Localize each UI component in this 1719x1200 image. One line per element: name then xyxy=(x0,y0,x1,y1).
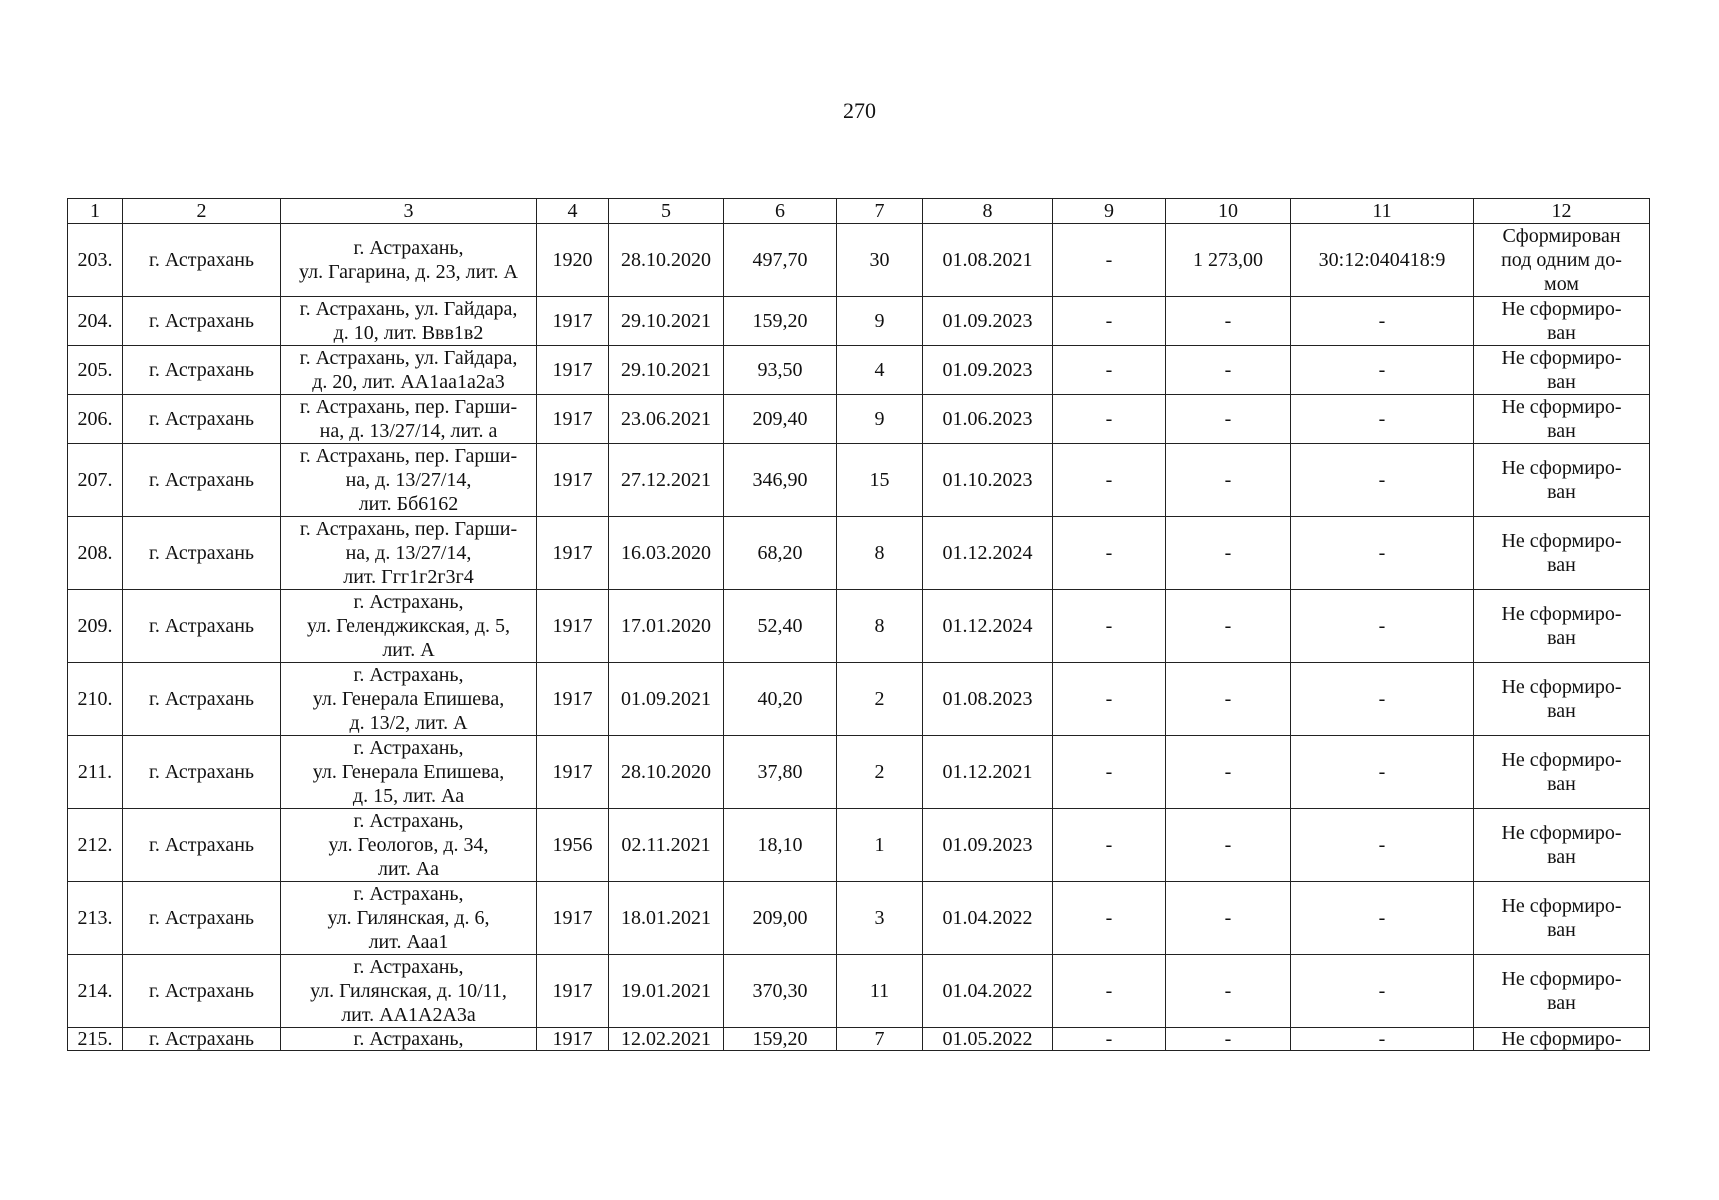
address-line: лит. Аа xyxy=(378,858,439,880)
address-cell xyxy=(281,297,537,346)
recognition-date-cell: 19.01.2021 xyxy=(609,955,724,1028)
cadastral-number-cell: - xyxy=(1291,517,1474,590)
year-cell: 1956 xyxy=(537,809,609,882)
land-area-cell: - xyxy=(1166,1028,1291,1051)
row-number-cell: 210. xyxy=(68,663,123,736)
address-line: г. Астрахань, xyxy=(353,956,464,978)
resettlement-deadline-cell: 01.09.2023 xyxy=(923,809,1053,882)
land-status-line: Не сформиро- xyxy=(1501,603,1622,625)
city-cell: г. Астрахань xyxy=(123,736,281,809)
city-cell: г. Астрахань xyxy=(123,517,281,590)
cadastral-number-cell: - xyxy=(1291,346,1474,395)
recognition-date-cell: 27.12.2021 xyxy=(609,444,724,517)
land-status-line: ван xyxy=(1547,554,1576,576)
city-cell: г. Астрахань xyxy=(123,955,281,1028)
land-status-line: Не сформиро- xyxy=(1501,895,1622,917)
address-line: ул. Геологов, д. 34, xyxy=(328,834,489,856)
table-row xyxy=(68,395,1650,444)
land-status-line: ван xyxy=(1547,322,1576,344)
address-line: д. 13/2, лит. А xyxy=(349,712,468,734)
year-cell: 1917 xyxy=(537,297,609,346)
row-number-cell: 203. xyxy=(68,224,123,297)
land-status-line: Не сформиро- xyxy=(1501,396,1622,418)
address-line: д. 10, лит. Ввв1в2 xyxy=(333,322,484,344)
page-number: 270 xyxy=(843,98,876,123)
row-number-cell: 206. xyxy=(68,395,123,444)
cadastral-number-cell: - xyxy=(1291,1028,1474,1051)
column-number-header: 9 xyxy=(1053,199,1166,224)
area-cell: 497,70 xyxy=(724,224,837,297)
address-line: г. Астрахань, xyxy=(353,883,464,905)
land-status-line: ван xyxy=(1547,992,1576,1014)
column-number-header: 5 xyxy=(609,199,724,224)
address-line: лит. Ааа1 xyxy=(368,931,449,953)
land-area-cell: - xyxy=(1166,517,1291,590)
column-9-cell: - xyxy=(1053,809,1166,882)
land-status-cell xyxy=(1474,736,1650,809)
address-line: на, д. 13/27/14, xyxy=(345,542,472,564)
address-line: лит. АА1А2А3а xyxy=(341,1004,476,1026)
area-cell: 346,90 xyxy=(724,444,837,517)
cadastral-number-cell: - xyxy=(1291,663,1474,736)
residents-cell: 15 xyxy=(837,444,923,517)
table-row xyxy=(68,809,1650,882)
address-cell xyxy=(281,1028,537,1051)
recognition-date-cell: 23.06.2021 xyxy=(609,395,724,444)
area-cell: 159,20 xyxy=(724,1028,837,1051)
address-line: г. Астрахань, xyxy=(353,810,464,832)
address-line: ул. Гагарина, д. 23, лит. А xyxy=(299,261,518,283)
address-line: г. Астрахань, ул. Гайдара, xyxy=(299,347,518,369)
column-9-cell: - xyxy=(1053,224,1166,297)
address-line: г. Астрахань, xyxy=(353,664,464,686)
resettlement-deadline-cell: 01.08.2021 xyxy=(923,224,1053,297)
city-cell: г. Астрахань xyxy=(123,395,281,444)
land-status-line: Не сформиро- xyxy=(1501,347,1622,369)
column-9-cell: - xyxy=(1053,882,1166,955)
land-status-cell xyxy=(1474,517,1650,590)
land-status-line: ван xyxy=(1547,919,1576,941)
resettlement-deadline-cell: 01.12.2024 xyxy=(923,517,1053,590)
land-status-line: Не сформиро- xyxy=(1501,749,1622,771)
address-cell xyxy=(281,395,537,444)
land-status-line: ван xyxy=(1547,773,1576,795)
recognition-date-cell: 16.03.2020 xyxy=(609,517,724,590)
address-line: г. Астрахань, ул. Гайдара, xyxy=(299,298,518,320)
city-cell: г. Астрахань xyxy=(123,590,281,663)
land-status-cell xyxy=(1474,395,1650,444)
address-cell xyxy=(281,809,537,882)
year-cell: 1917 xyxy=(537,882,609,955)
resettlement-deadline-cell: 01.05.2022 xyxy=(923,1028,1053,1051)
year-cell: 1917 xyxy=(537,955,609,1028)
city-cell: г. Астрахань xyxy=(123,882,281,955)
land-area-cell: - xyxy=(1166,736,1291,809)
row-number-cell: 211. xyxy=(68,736,123,809)
column-9-cell: - xyxy=(1053,1028,1166,1051)
table-row xyxy=(68,663,1650,736)
resettlement-deadline-cell: 01.08.2023 xyxy=(923,663,1053,736)
registry-table xyxy=(67,198,1650,1051)
column-9-cell: - xyxy=(1053,297,1166,346)
land-status-cell xyxy=(1474,1028,1650,1051)
area-cell: 159,20 xyxy=(724,297,837,346)
recognition-date-cell: 29.10.2021 xyxy=(609,297,724,346)
column-number-header: 6 xyxy=(724,199,837,224)
column-number-header: 7 xyxy=(837,199,923,224)
address-cell xyxy=(281,663,537,736)
residents-cell: 9 xyxy=(837,297,923,346)
column-9-cell: - xyxy=(1053,517,1166,590)
column-number-header: 11 xyxy=(1291,199,1474,224)
cadastral-number-cell: - xyxy=(1291,809,1474,882)
residents-cell: 1 xyxy=(837,809,923,882)
residents-cell: 4 xyxy=(837,346,923,395)
land-status-line: под одним до- xyxy=(1501,249,1622,271)
address-line: ул. Гилянская, д. 10/11, xyxy=(310,980,507,1002)
land-status-line: Сформирован xyxy=(1502,225,1621,247)
table-row xyxy=(68,590,1650,663)
land-status-line: Не сформиро- xyxy=(1501,1028,1622,1050)
column-9-cell: - xyxy=(1053,590,1166,663)
land-area-cell: 1 273,00 xyxy=(1166,224,1291,297)
table-row xyxy=(68,444,1650,517)
recognition-date-cell: 28.10.2020 xyxy=(609,224,724,297)
city-cell: г. Астрахань xyxy=(123,809,281,882)
year-cell: 1917 xyxy=(537,663,609,736)
address-line: г. Астрахань, xyxy=(353,591,464,613)
address-line: г. Астрахань, xyxy=(353,1028,464,1050)
land-status-cell xyxy=(1474,297,1650,346)
city-cell: г. Астрахань xyxy=(123,444,281,517)
row-number-cell: 204. xyxy=(68,297,123,346)
column-number-row xyxy=(68,199,1650,224)
residents-cell: 7 xyxy=(837,1028,923,1051)
cadastral-number-cell: - xyxy=(1291,297,1474,346)
land-status-line: ван xyxy=(1547,627,1576,649)
cadastral-number-cell: - xyxy=(1291,395,1474,444)
land-status-line: ван xyxy=(1547,420,1576,442)
residents-cell: 2 xyxy=(837,736,923,809)
address-line: д. 15, лит. Аа xyxy=(352,785,465,807)
recognition-date-cell: 01.09.2021 xyxy=(609,663,724,736)
city-cell: г. Астрахань xyxy=(123,297,281,346)
table-row xyxy=(68,1028,1650,1051)
column-number-header: 10 xyxy=(1166,199,1291,224)
land-area-cell: - xyxy=(1166,395,1291,444)
address-line: ул. Геленджикская, д. 5, xyxy=(306,615,511,637)
table-row xyxy=(68,955,1650,1028)
cadastral-number-cell: - xyxy=(1291,882,1474,955)
area-cell: 18,10 xyxy=(724,809,837,882)
land-status-cell xyxy=(1474,663,1650,736)
residents-cell: 9 xyxy=(837,395,923,444)
resettlement-deadline-cell: 01.04.2022 xyxy=(923,955,1053,1028)
table-row xyxy=(68,346,1650,395)
column-9-cell: - xyxy=(1053,663,1166,736)
land-area-cell: - xyxy=(1166,444,1291,517)
address-line: д. 20, лит. АА1аа1а2а3 xyxy=(312,371,505,393)
row-number-cell: 213. xyxy=(68,882,123,955)
cadastral-number-cell: - xyxy=(1291,736,1474,809)
year-cell: 1917 xyxy=(537,517,609,590)
city-cell: г. Астрахань xyxy=(123,346,281,395)
row-number-cell: 205. xyxy=(68,346,123,395)
address-cell xyxy=(281,736,537,809)
land-status-line: Не сформиро- xyxy=(1501,457,1622,479)
recognition-date-cell: 18.01.2021 xyxy=(609,882,724,955)
area-cell: 370,30 xyxy=(724,955,837,1028)
column-number-header: 2 xyxy=(123,199,281,224)
resettlement-deadline-cell: 01.12.2024 xyxy=(923,590,1053,663)
land-status-line: Не сформиро- xyxy=(1501,298,1622,320)
land-status-cell xyxy=(1474,590,1650,663)
table-row xyxy=(68,736,1650,809)
resettlement-deadline-cell: 01.09.2023 xyxy=(923,297,1053,346)
year-cell: 1917 xyxy=(537,346,609,395)
land-area-cell: - xyxy=(1166,346,1291,395)
address-line: на, д. 13/27/14, лит. а xyxy=(319,420,498,442)
address-line: лит. А xyxy=(382,639,435,661)
area-cell: 37,80 xyxy=(724,736,837,809)
address-cell xyxy=(281,346,537,395)
land-area-cell: - xyxy=(1166,297,1291,346)
address-line: ул. Генерала Епишева, xyxy=(312,761,505,783)
city-cell: г. Астрахань xyxy=(123,224,281,297)
land-status-cell xyxy=(1474,224,1650,297)
table-row xyxy=(68,517,1650,590)
land-area-cell: - xyxy=(1166,663,1291,736)
land-status-line: ван xyxy=(1547,371,1576,393)
resettlement-deadline-cell: 01.04.2022 xyxy=(923,882,1053,955)
address-line: ул. Генерала Епишева, xyxy=(312,688,505,710)
row-number-cell: 214. xyxy=(68,955,123,1028)
land-status-line: Не сформиро- xyxy=(1501,676,1622,698)
year-cell: 1917 xyxy=(537,736,609,809)
cadastral-number-cell: 30:12:040418:9 xyxy=(1291,224,1474,297)
row-number-cell: 209. xyxy=(68,590,123,663)
cadastral-number-cell: - xyxy=(1291,955,1474,1028)
address-cell xyxy=(281,444,537,517)
area-cell: 52,40 xyxy=(724,590,837,663)
column-9-cell: - xyxy=(1053,736,1166,809)
resettlement-deadline-cell: 01.10.2023 xyxy=(923,444,1053,517)
land-status-line: мом xyxy=(1544,273,1579,295)
area-cell: 209,40 xyxy=(724,395,837,444)
column-number-header: 3 xyxy=(281,199,537,224)
land-status-cell xyxy=(1474,955,1650,1028)
residents-cell: 30 xyxy=(837,224,923,297)
address-line: г. Астрахань, xyxy=(353,237,464,259)
land-status-cell xyxy=(1474,346,1650,395)
year-cell: 1917 xyxy=(537,1028,609,1051)
resettlement-deadline-cell: 01.12.2021 xyxy=(923,736,1053,809)
cadastral-number-cell: - xyxy=(1291,590,1474,663)
table-row xyxy=(68,224,1650,297)
land-area-cell: - xyxy=(1166,882,1291,955)
address-cell xyxy=(281,882,537,955)
address-cell xyxy=(281,955,537,1028)
address-line: г. Астрахань, пер. Гарши- xyxy=(299,396,518,418)
address-line: г. Астрахань, xyxy=(353,737,464,759)
land-status-line: ван xyxy=(1547,481,1576,503)
city-cell: г. Астрахань xyxy=(123,1028,281,1051)
column-9-cell: - xyxy=(1053,444,1166,517)
column-9-cell: - xyxy=(1053,346,1166,395)
area-cell: 209,00 xyxy=(724,882,837,955)
recognition-date-cell: 17.01.2020 xyxy=(609,590,724,663)
residents-cell: 2 xyxy=(837,663,923,736)
land-status-line: ван xyxy=(1547,846,1576,868)
row-number-cell: 215. xyxy=(68,1028,123,1051)
residents-cell: 8 xyxy=(837,517,923,590)
city-cell: г. Астрахань xyxy=(123,663,281,736)
land-area-cell: - xyxy=(1166,590,1291,663)
resettlement-deadline-cell: 01.09.2023 xyxy=(923,346,1053,395)
residents-cell: 8 xyxy=(837,590,923,663)
address-line: лит. Бб6162 xyxy=(358,493,459,515)
land-status-line: ван xyxy=(1547,700,1576,722)
address-line: г. Астрахань, пер. Гарши- xyxy=(299,518,518,540)
row-number-cell: 208. xyxy=(68,517,123,590)
address-cell xyxy=(281,590,537,663)
year-cell: 1917 xyxy=(537,444,609,517)
column-number-header: 1 xyxy=(68,199,123,224)
address-cell xyxy=(281,224,537,297)
address-line: на, д. 13/27/14, xyxy=(345,469,472,491)
land-status-cell xyxy=(1474,882,1650,955)
land-status-line: Не сформиро- xyxy=(1501,822,1622,844)
row-number-cell: 207. xyxy=(68,444,123,517)
recognition-date-cell: 29.10.2021 xyxy=(609,346,724,395)
column-number-header: 8 xyxy=(923,199,1053,224)
year-cell: 1917 xyxy=(537,590,609,663)
address-line: ул. Гилянская, д. 6, xyxy=(327,907,490,929)
column-9-cell: - xyxy=(1053,395,1166,444)
land-status-cell xyxy=(1474,444,1650,517)
table-row xyxy=(68,882,1650,955)
year-cell: 1920 xyxy=(537,224,609,297)
address-cell xyxy=(281,517,537,590)
cadastral-number-cell: - xyxy=(1291,444,1474,517)
residents-cell: 3 xyxy=(837,882,923,955)
table-row xyxy=(68,297,1650,346)
row-number-cell: 212. xyxy=(68,809,123,882)
year-cell: 1917 xyxy=(537,395,609,444)
land-status-line: Не сформиро- xyxy=(1501,968,1622,990)
recognition-date-cell: 28.10.2020 xyxy=(609,736,724,809)
area-cell: 93,50 xyxy=(724,346,837,395)
recognition-date-cell: 02.11.2021 xyxy=(609,809,724,882)
land-status-line: Не сформиро- xyxy=(1501,530,1622,552)
address-line: лит. Ггг1г2г3г4 xyxy=(343,566,474,588)
address-line: г. Астрахань, пер. Гарши- xyxy=(299,445,518,467)
column-number-header: 4 xyxy=(537,199,609,224)
area-cell: 68,20 xyxy=(724,517,837,590)
column-9-cell: - xyxy=(1053,955,1166,1028)
column-number-header: 12 xyxy=(1474,199,1650,224)
resettlement-deadline-cell: 01.06.2023 xyxy=(923,395,1053,444)
land-area-cell: - xyxy=(1166,809,1291,882)
residents-cell: 11 xyxy=(837,955,923,1028)
land-area-cell: - xyxy=(1166,955,1291,1028)
land-status-cell xyxy=(1474,809,1650,882)
recognition-date-cell: 12.02.2021 xyxy=(609,1028,724,1051)
area-cell: 40,20 xyxy=(724,663,837,736)
